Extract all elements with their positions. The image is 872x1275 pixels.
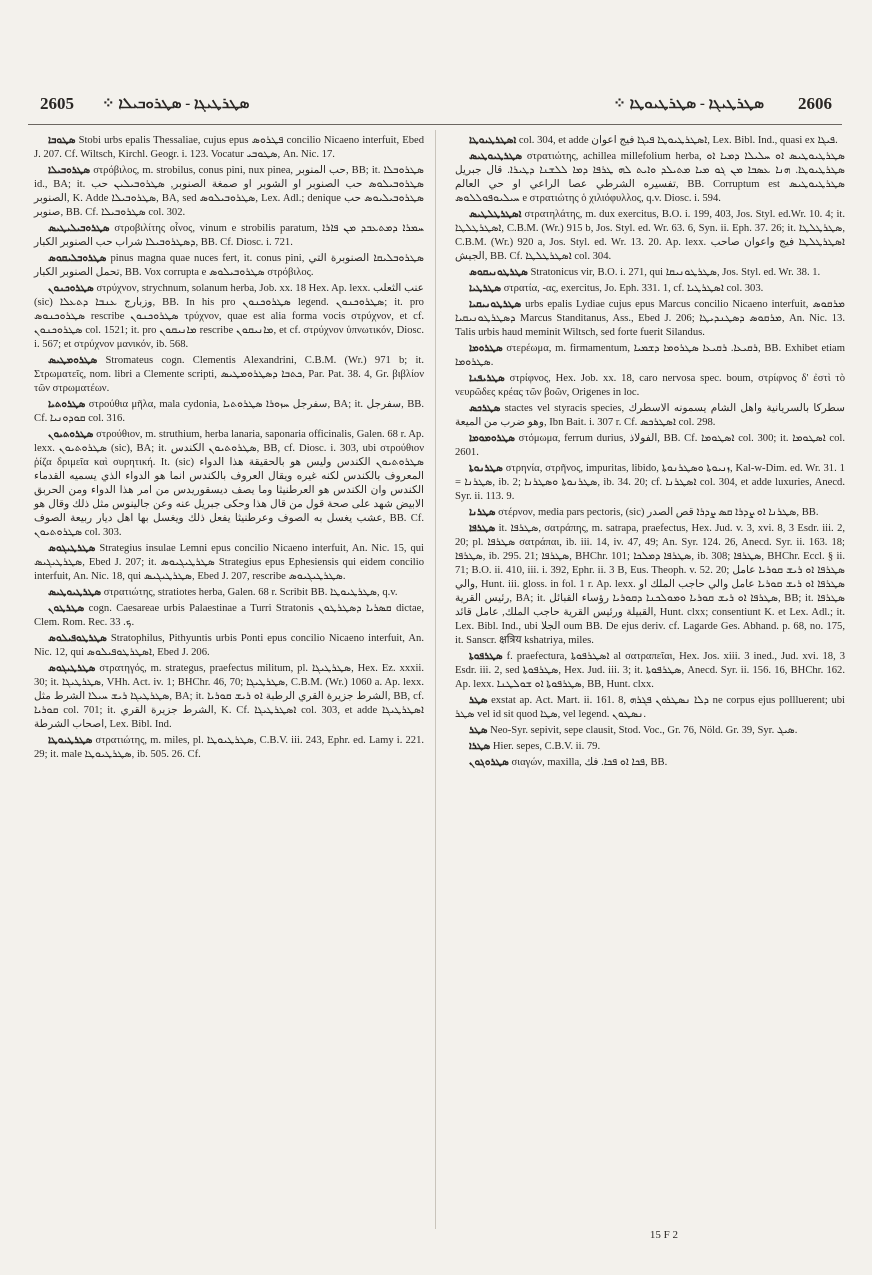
dictionary-entry <box>455 740 845 754</box>
entry-headword: ܣܛܪܘܟܢܘܢ <box>48 283 94 294</box>
entry-headword: ܣܛܪܘܓܘܢ <box>469 757 509 768</box>
entry-text: στρούθια μῆλα, mala cydonia, سفرجل ܚܙܘܪܐ ܣܛܪܘܬܝܐ, BA; it. سفرجل, BB. Cf. ܩܘܕܘܢܝܐ col. 316. <box>34 399 424 424</box>
dictionary-entry <box>455 756 845 770</box>
dictionary-entry <box>34 222 424 250</box>
dictionary-entry <box>34 134 424 162</box>
dictionary-entry <box>455 208 845 264</box>
entry-text: exstat ap. Act. Mart. ii. 161. 8, ܕܠܐ ܢܣܛܪܘܢ ܦܓܪܗ ne corpus ejus pollluerent; ubi ܣܛܪ vel id sit quod ܣܛܐ, vel legend. ܢܣܛܘܢ. <box>455 695 845 720</box>
entry-text: στρατιώτης, m. miles, pl. ܣܛܪܛܝܘܛܐ, C.B.V. iii. 243, Ephr. ed. Lamy i. 221. 29; it. male ܣܛܪܛܝܘܛܐ, ib. 505. 26. Cf. <box>34 735 425 760</box>
entry-text: it. ܣܛܪܦܐ, σατράπης, m. satrapa, praefectus, Hex. Jud. v. 3, xvi. 8, 3 Esdr. iii. 2, 20; pl. ܣܛܪܦܐ σατράπαι, ib. iii. 14, iv. 47, 49; An. Syr. 124. 26, Anecd. Syr. ii. 163. 18; ܣܛܪܦܐ, ib. 295. 21; ܣܛܪܦܐ, BHChr. 101; ܣܛܪܦܐ ܕܡܠܟܐ, ib. 308; ܣܛܪܦܐ, BHChr. Eccl. § ii. 71; B.O. ii. 410, iii. i. 392, Ephr. ii. 3 B, Eus. Theoph. v. 52. 20; ܣܛܪܦܐ ܐܘ ܪܝܫ ܩܘܪܝܐ عامل والي, Hunt. iii. gloss. in fol. 1 r. Ap. lexx. ܣܛܪܦܐ ܐܘ ܪܝܫ ܩܘܪܝܐ عامل والي حاجب الملك او رئيس القرية, BA; it. ܣܛܪܦܐ ܐܘ ܪܝܫ ܩܘܪܝܐ ܘܡܘܠܟܢܐ ܕܩܘܪܝܐ رؤساء القبائل, BB; it. ܣܛܪܦܐ القبيلة ورئيس القرية حاجب الملك, عامل قائد, Hunt. clxx; consentiunt K. et Lex. Adl.; it. Lex. Bibl. Ind., ubi الجلا oum BB. De ejus deriv. cf. Lagarde Ges. Abhand. p. 68, no. 175, it. Sanscr. क्षत्रिय kshatriya, miles. <box>455 523 846 646</box>
entry-text: στρατηγός, m. strategus, praefectus militum, pl. ܣܛܪܛܝܓܐ, Hex. Ez. xxxii. 30; it. ܣܛܪܛܝܓܐ, VHh. Act. iv. 1; BHChr. 46, 70; ܣܛܪܛܝܓܐ, C.B.M. (Wr.) 1060 a. Ap. lexx. ܣܛܪܛܝܓܐ ܪܝܫ ܚܝܠܐ الشرط مثل, BA; it. الشرط جزيرة القري الرطبة ܐܘ ܪܝܫ ܩܘܪܝܐ, BB, cf. ܩܘܪܝܐ col. 701; it. الشرط جزيرة القري, K. Cf. ܐܣܛܪܛܝܓܐ col. 303, et adde ܐܣܛܪܛܝܓܐ اصحاب الشرطة, Lex. Bibl. Ind. <box>34 663 425 730</box>
entry-headword: ܣܛܪܘܡܘܡܐ <box>469 433 515 444</box>
entry-headword: ܣܛܪܘܬܝܐ <box>48 399 86 410</box>
entry-headword: ܣܛܪܢܐ <box>469 507 496 518</box>
entry-text: Strategius insulae Lemni epus concilio Nicaeno interfuit, An. Nic. 15, qui ܣܛܪܛܝܓܝܣ, Ebed J. 207; it. ܣܛܪܛܝܓܝܘܣ Strategius epus Ephesiensis qui eidem concilio interfuit, An. Nic. 18, qui ܣܛܪܛܝܓܝܣ, Ebed J. 207, rescribe ܣܛܪܛܝܓܝܘܣ. <box>34 543 425 582</box>
entry-text: στρίφνος, Hex. Job. xx. 18, caro nervosa spec. boum, στρίφνος δ' ἐστὶ τὸ νευρῶδες κρέας τῶν βοῶν, Origenes in loc. <box>455 373 845 398</box>
entry-text: στρηνία, στρῆνος, impuritas, libido, ܙܢܝܘܬܐ ܘܣܛܪܢܘܬܐ, Kal-w-Dim. ed. Wr. 31. 1 = ܣܛܪܢܐ, ib. 2; ܣܛܪܢܘܬܐ ܘܣܛܪܢܐ, ib. 34. 20; cf. ܐܣܛܪܢܐ col. 304, et adde luxuries, Anecd. Syr. ii. 113. 9. <box>455 463 845 502</box>
dictionary-entry <box>455 282 845 296</box>
dictionary-entry <box>34 428 424 540</box>
entry-headword: ܣܛܘܒܐ <box>48 135 76 146</box>
entry-headword: ܐܣܛܪܛܠܛܝܣ <box>469 209 522 220</box>
entry-text: στρατία, -ας, exercitus, Jo. Eph. 331. 1, cf. ܐܣܛܪܛܝܐ col. 303. <box>503 283 764 294</box>
dictionary-entry <box>455 342 845 370</box>
dictionary-entry <box>455 266 845 280</box>
left-page-number: 2605 <box>40 94 74 113</box>
entry-text: στρατηλάτης, m. dux exercitus, B.O. i. 199, 403, Jos. Styl. ed.Wr. 10. 4; it. ܐܣܛܪܛܠܛܐ, C.B.M. (Wr.) 915 b, Jos. Styl. ed. Wr. 63. 6, Syn. ii. Eph. 37. 26; it. ܣܛܪܛܠܛܐ, C.B.M. (Wr.) 920 a, Jos. Styl. ed. Wr. 13. 20. Ap. lexx. ܐܣܛܪܛܠܛܐ فيج واعوان صاحب الجيش, BB. Cf. ܐܣܛܪܛܠܛܐ col. 304. <box>455 209 845 262</box>
entry-text: σιαγών, maxilla, ܦܟܐ ܐܘ ܦܟܐ. فك, BB. <box>511 757 668 768</box>
entry-headword: ܣܛܪܘܒܝܠܐ <box>48 165 91 176</box>
entry-headword: ܣܛܪܛܝܓܘܣ <box>48 663 96 674</box>
right-column <box>455 134 845 772</box>
dictionary-entry <box>455 372 845 400</box>
entry-headword: ܣܛܪܟܣ <box>469 403 501 414</box>
entry-text: stactes vel styracis species, سطركا بالسريانية واهل الشام يسمونه الاسطرك وهو ضرب من الميعة, Ibn Bait. i. 307 r. Cf. ܐܣܛܪܟܣ col. 298. <box>455 403 846 428</box>
entry-headword: ܣܛܪܛܝܓܘܣ <box>48 543 96 554</box>
entry-text: Neo-Syr. sepivit, sepe clausit, Stod. Voc., Gr. 76, Nöld. Gr. 39, Syr. ܣܝܓ. <box>490 725 798 736</box>
entry-headword: ܣܛܪܝܦܢܐ <box>469 373 505 384</box>
entry-headword: ܣܛܪܘܒܠܝܩܘܣ <box>48 253 107 264</box>
dictionary-entry <box>455 432 845 460</box>
running-header <box>40 94 832 118</box>
dictionary-entry <box>34 602 424 630</box>
entry-headword: ܣܛܪܘܒܝܠܝܛܝܣ <box>48 223 110 234</box>
entry-headword: ܣܛܪܐ <box>469 741 491 752</box>
dictionary-entry <box>455 298 845 340</box>
dictionary-entry <box>34 164 424 220</box>
entry-headword: ܣܛܪܛܝܐ <box>469 283 502 294</box>
dictionary-entry <box>34 282 424 352</box>
entry-text: Stobi urbs epalis Thessaliae, cujus epus ܦܛܪܘܣ concilio Nicaeno interfuit, Ebed J. 207. Cf. Wiltsch, Kirchl. Geogr. i. 123. Vocatur ܣܛܘܒܝ, An. Nic. 17. <box>34 135 424 160</box>
entry-headword: ܣܛܪܛܝܘܛܝܣ <box>48 587 102 598</box>
signature-mark: 15 F 2 <box>649 1229 678 1241</box>
dictionary-entry <box>455 134 845 148</box>
dictionary-entry <box>455 462 845 504</box>
entry-text: στρατιώτης, stratiotes herba, Galen. 68 r. Scribit BB. ܣܛܪܛܝܘܛܐ, q.v. <box>103 587 398 598</box>
entry-headword: ܣܛܪܛܝܘܛܐ <box>48 735 93 746</box>
entry-text: Stratonicus vir, B.O. i. 271, qui ܣܛܪܛܘܢܝܩܐ, Jos. Styl. ed. Wr. 38. 1. <box>530 267 821 278</box>
left-column <box>34 134 424 764</box>
entry-text: f. praefectura, ܐܣܛܪܦܘܬܐ al σατραπεῖαι, Hex. Jos. xiii. 3 ined., Jud. xvi. 18, 3 Esdr. iii. 2, sed ܣܛܪܦܘܬܐ, Hex. Jud. iii. 3; it. ܣܛܪܦܘܬܐ, Anecd. Syr. ii. 156. 16, BHChr. 162. Ap. lexx. ܣܛܪܦܘܬܐ ܐܘ ܫܘܠܛܢܐ, BB, Hunt. clxx. <box>455 651 845 690</box>
dictionary-entry <box>455 694 845 722</box>
entry-headword: ܣܛܪܛܘܦܝܠܘܣ <box>48 633 107 644</box>
entry-text: στρόβιλος, m. strobilus, conus pini, nux pinea, حب المنوبر, BB; it. ܣܛܪܘܒܠܐ id., BA; it. ܣܛܪܘܒܝܠܘܣ حب الصنوبر او الشوبر او صمغة الصنوبر, ܣܛܪܘܒܝܠܝܢ حب الصنوبر, K. Adde ܣܛܪܘܒܝܠܐ, BA, sed ܣܛܪܘܒܝܠܘܣ, Lex. Adl.; denique ܣܛܪܘܒܝܠܝܘܣ حب صنوبر, BB. Cf. ܣܛܪܘܒܝܠܐ col. 302. <box>34 165 425 218</box>
entry-text: col. 304, et adde ܐܣܛܪܛܝܘܛܐ ܦܝܓܐ فيج اعوان, Lex. Bibl. Ind., quasi ex ܦܝܓܐ. <box>518 135 838 146</box>
entry-text: στόμωμα, ferrum durius, الفولاذ, BB. Cf. ܐܣܛܘܡܐ col. 300; it. ܐܣܛܘܡܐ col. 2601. <box>455 433 845 458</box>
entry-text: στροβιλίτης οἶνος, vinum e strobilis paratum, ܚܡܪܐ ܕܡܬܥܒܕ ܡܢ ܦܐܪܐ ܕܣܛܪܘܒܝܠܐ شراب حب الصنوبر الكبار, BB. Cf. Diosc. i. 721. <box>34 223 424 248</box>
entry-headword: ܣܛܪܘܡܛܝܣ <box>48 355 98 366</box>
entry-text: cogn. Caesareae urbis Palaestinae a Turri Stratonis ܩܣܪܝܐ ܕܣܛܪܛܘܢ dictae, Clem. Rom. Rec. ܟ. 33. <box>34 603 425 628</box>
entry-text: στερέωμα, m. firmamentum, ܪܩܝܥܐ. ܪܩܝܥܐ ܣܛܪܘܡܐ ܕܫܡܝܐ, BB. Exhibet etiam ܣܛܪܘܡܐ. <box>455 343 845 368</box>
entry-text: pinus magna quae nuces fert, it. conus pini, ܣܛܪܘܒܠܝܩܐ الصنوبرة التي تحمل الصنوبر الكبار, BB. Vox corrupta e ܣܛܪܘܒܝܠܘܣ στρόβιλος. <box>34 253 424 278</box>
dictionary-entry <box>455 522 845 648</box>
entry-headword: ܣܛܪܢܘܬܐ <box>469 463 503 474</box>
entry-text: στρατιώτης, achillea millefolium herba, ܣܛܪܛܝܘܛܝܣ ܐܘ ܚܠܝܠܐ ܕܡܝܐ ܐܘ ܣܛܪܛܝܘܛܐ. ܗܢܐ ܥܣܒܐ ܡܢ ܓܘ ܡܝܐ ܡܬܝܠܕ ܘܐܝܬ ܠܗ ܛܪܦܐ ܕܡܐ ܠܠܫܢܐ ܕܛܝܪܐ. قال جبريل تفسيره الشرطي عصا الراعي او حي العالم, BB. Corruptum est ܣܛܪܛܝܘܛܝܣ ܚܝܠܝܘܦܘܠܠܘܣ e στρατιώτης ὁ χιλιόφυλλος, q.v. Diosc. i. 594. <box>455 151 845 204</box>
dictionary-entry <box>455 150 845 206</box>
entry-text: στέρνον, media pars pectoris, (sic) ܣܛܪܢܐ ܐܘ ܨܕܪܐ ܩܣ ܨܕܪܐ قص الصدر, BB. <box>498 507 819 518</box>
dictionary-entry <box>34 662 424 732</box>
dictionary-entry <box>34 252 424 280</box>
entry-headword: ܣܛܪܘܬܝܘܢ <box>48 429 94 440</box>
entry-headword: ܣܛܪܦܘܬܐ <box>469 651 503 662</box>
dictionary-entry <box>34 586 424 600</box>
dictionary-entry <box>34 542 424 584</box>
right-running-head: ⁘ ܣܛܪܛܝܓܐ - ܣܛܪܛܝܘܛܐ <box>613 96 764 112</box>
dictionary-entry <box>455 650 845 692</box>
entry-headword: ܣܛܪܛܘܢܝܩܝܐ <box>469 299 522 310</box>
entry-headword: ܣܛܪܛܝܘܛܝܣ <box>469 151 523 162</box>
entry-headword: ܣܛܪ <box>469 725 488 736</box>
dictionary-entry <box>34 734 424 762</box>
entry-headword: ܣܛܪܛܘܢ <box>48 603 85 614</box>
entry-headword: ܐܣܛܪܛܝܘܛܐ <box>469 135 517 146</box>
entry-headword: ܣܛܪܦܐ <box>469 523 496 534</box>
dictionary-entry <box>34 354 424 396</box>
entry-text: Stratophilus, Pithyuntis urbis Ponti epus concilio Nicaeno interfuit, An. Nic. 12, qui ܐܣܛܪܛܘܦܝܠܘܣ, Ebed J. 206. <box>34 633 424 658</box>
entry-headword: ܣܛܪܘܡܐ <box>469 343 503 354</box>
entry-text: Stromateus cogn. Clementis Alexandrini, C.B.M. (Wr.) 971 b; it. Στρωματεῖς, nom. libri a Clemente scripti, ܟܬܒܐ ܕܣܛܪܘܡܛܝܣ, Par. Pat. 38. 4, Gr. βιβλίον τῶν στρωματέων. <box>34 355 425 394</box>
entry-headword: ܣܛܪܛܘܢܝܩܘܣ <box>469 267 528 278</box>
dictionary-entry <box>34 398 424 426</box>
column-divider <box>435 130 436 1229</box>
right-page-number: 2606 <box>798 94 832 113</box>
left-running-head: ⁘ ܣܛܪܛܝܓܐ - ܣܛܪܘܒܝܠܐ <box>102 96 250 112</box>
dictionary-entry <box>455 724 845 738</box>
entry-headword: ܣܛܪ <box>469 695 488 706</box>
dictionary-entry <box>34 632 424 660</box>
entry-text: στρύχνον, strychnum, solanum herba, Job. xx. 18 Hex. Ap. lexx. عنب الثعلب (sic) وزبارج ܥܢܒܐ ܕܬܥܠܐ, BB. In his pro ܣܛܪܘܟܢܘܢ legend. ܣܛܪܘܟܢܘܢ; it. pro ܣܛܪܘܟܢܘܣ rescribe ܣܛܪܘܟܢܘܢ τρύχνον, quae est alia forma vocis στρύχνον, et cf. ܣܛܪܘܟܢܘܢ col. 1521; it. pro ܡܐܢܝܩܘܢ rescribe ܡܐܢܝܩܘܢ, et cf. στρύχνον ὑπνωτικόν, Diosc. i. 567; et στρύχνον μανικόν, ib. 568. <box>34 283 424 350</box>
entry-text: urbs epalis Lydiae cujus epus Marcus concilio Nicaeno interfuit, ܡܪܩܘܣ ܕܣܛܪܛܘܢܝܩܝܐ Marcus Standitanus, Ass., Ebed J. 206; ܡܪܩܘܣ ܕܣܛܢܕܝܛܐ, An. Nic. 13. Talis urbis haud meminit Wiltsch, sed forte fuerit Silandus. <box>455 299 845 338</box>
entry-text: στρούθιον, m. struthium, herba lanaria, saponaria officinalis, Galen. 68 r. Ap. lexx. ܣܛܪܘܬܝܘܢ (sic), BA; it. ܣܛܪܘܬܝܘܢ الكندس, BB, cf. Diosc. i. 303, ubi στρούθιον ῥίζα δριμεῖα καὶ συρητική. It. (sic) ܣܛܪܘܬܝܘܢ الكندس وليس هو بالحقيقة هذا الدواء المعروف بالكندس لكنه غيره ويقال العروف بالكندس انما هو الدواء الذي يسميه القدماء الكندس وان الكندس هو العرطنيثا وما يصف ديسقوريدس من امر هذا الدواء ومن الحربق الابيض شهد على صحة قول من قال هذا وحكى جبريل عنه وعن جالينوس مثل ذلك وقال هو عشب يغسل به الصوف وعرطنيثا يفعل ذلك ويغسل بها اهل ديار ربيعة الصوف, BB. Cf. ܣܛܪܘܬܝܘܢ col. 303. <box>34 429 424 538</box>
header-rule <box>28 124 842 125</box>
entry-text: Hier. sepes, C.B.V. ii. 79. <box>492 741 601 752</box>
dictionary-entry <box>455 506 845 520</box>
dictionary-entry <box>455 402 845 430</box>
